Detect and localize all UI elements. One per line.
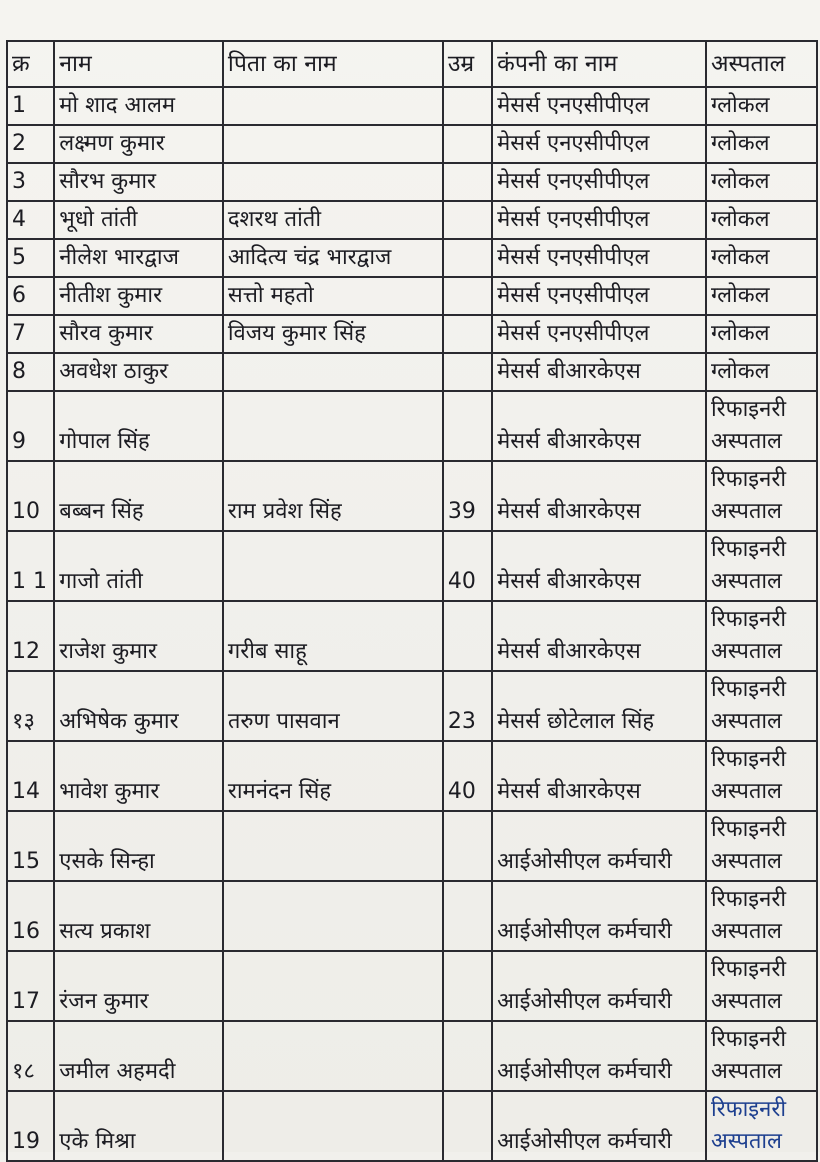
cell-serial: 7 (7, 315, 54, 353)
table-row (7, 163, 817, 201)
cell-hospital: रिफाइनरी अस्पताल (706, 531, 817, 601)
cell-hospital: रिफाइनरी अस्पताल (706, 741, 817, 811)
cell-age: 39 (443, 461, 492, 531)
cell-serial: 17 (7, 951, 54, 1021)
cell-serial: 2 (7, 125, 54, 163)
cell-serial: 10 (7, 461, 54, 531)
cell-company: मेसर्स एनएसीपीएल (492, 201, 706, 239)
table-row (7, 741, 817, 811)
cell-company: आईओसीएल कर्मचारी (492, 811, 706, 881)
cell-father-name (223, 353, 443, 391)
cell-age: 23 (443, 671, 492, 741)
table-row (7, 1021, 817, 1091)
cell-hospital: रिफाइनरी अस्पताल (706, 951, 817, 1021)
cell-father-name (223, 811, 443, 881)
cell-hospital: रिफाइनरी अस्पताल (706, 601, 817, 671)
cell-company: मेसर्स एनएसीपीएल (492, 163, 706, 201)
cell-father-name (223, 951, 443, 1021)
cell-name: नीलेश भारद्वाज (54, 239, 223, 277)
cell-age: 40 (443, 741, 492, 811)
cell-hospital: ग्लोकल (706, 163, 817, 201)
table-row (7, 461, 817, 531)
cell-hospital: ग्लोकल (706, 315, 817, 353)
cell-father-name (223, 1091, 443, 1161)
cell-age: 40 (443, 531, 492, 601)
cell-name: एसके सिन्हा (54, 811, 223, 881)
cell-age (443, 1091, 492, 1161)
table-row (7, 881, 817, 951)
cell-age (443, 87, 492, 125)
cell-name: लक्ष्मण कुमार (54, 125, 223, 163)
injured-list-table (6, 40, 818, 1162)
cell-serial: 1 1 (7, 531, 54, 601)
cell-serial: 14 (7, 741, 54, 811)
cell-serial: 6 (7, 277, 54, 315)
header-age: उम्र (443, 41, 492, 87)
cell-father-name: आदित्य चंद्र भारद्वाज (223, 239, 443, 277)
cell-hospital: ग्लोकल (706, 125, 817, 163)
cell-age (443, 353, 492, 391)
cell-age (443, 277, 492, 315)
cell-father-name: सत्तो महतो (223, 277, 443, 315)
cell-father-name (223, 391, 443, 461)
header-company: कंपनी का नाम (492, 41, 706, 87)
cell-name: बब्बन सिंह (54, 461, 223, 531)
cell-age (443, 811, 492, 881)
cell-name: गाजो तांती (54, 531, 223, 601)
cell-hospital: रिफाइनरी अस्पताल (706, 671, 817, 741)
cell-name: नीतीश कुमार (54, 277, 223, 315)
cell-name: रंजन कुमार (54, 951, 223, 1021)
table-row (7, 601, 817, 671)
cell-father-name (223, 1021, 443, 1091)
cell-father-name: राम प्रवेश सिंह (223, 461, 443, 531)
header-serial: क्र (7, 41, 54, 87)
table-row (7, 951, 817, 1021)
cell-father-name (223, 125, 443, 163)
cell-name: भावेश कुमार (54, 741, 223, 811)
cell-company: मेसर्स छोटेलाल सिंह (492, 671, 706, 741)
cell-age (443, 1021, 492, 1091)
cell-company: मेसर्स एनएसीपीएल (492, 87, 706, 125)
table-row (7, 353, 817, 391)
cell-age (443, 125, 492, 163)
cell-serial: 5 (7, 239, 54, 277)
cell-serial: 1 (7, 87, 54, 125)
cell-father-name: तरुण पासवान (223, 671, 443, 741)
cell-company: आईओसीएल कर्मचारी (492, 951, 706, 1021)
cell-age (443, 881, 492, 951)
table-row (7, 315, 817, 353)
cell-hospital: रिफाइनरी अस्पताल (706, 881, 817, 951)
cell-name: अभिषेक कुमार (54, 671, 223, 741)
cell-hospital: रिफाइनरी अस्पताल (706, 811, 817, 881)
cell-serial: 15 (7, 811, 54, 881)
table-row (7, 1091, 817, 1161)
cell-age (443, 391, 492, 461)
cell-father-name (223, 163, 443, 201)
cell-company: मेसर्स एनएसीपीएल (492, 277, 706, 315)
cell-name: मो शाद आलम (54, 87, 223, 125)
cell-age (443, 239, 492, 277)
cell-hospital: ग्लोकल (706, 353, 817, 391)
cell-father-name: गरीब साहू (223, 601, 443, 671)
table-row (7, 201, 817, 239)
cell-serial: 3 (7, 163, 54, 201)
cell-company: मेसर्स एनएसीपीएल (492, 125, 706, 163)
table-row (7, 277, 817, 315)
cell-hospital: ग्लोकल (706, 239, 817, 277)
cell-father-name (223, 87, 443, 125)
table-row (7, 671, 817, 741)
cell-name: भूधो तांती (54, 201, 223, 239)
table-row (7, 125, 817, 163)
header-hospital: अस्पताल (706, 41, 817, 87)
cell-company: मेसर्स बीआरकेएस (492, 391, 706, 461)
cell-serial: 8 (7, 353, 54, 391)
cell-company: आईओसीएल कर्मचारी (492, 1091, 706, 1161)
cell-name: गोपाल सिंह (54, 391, 223, 461)
cell-company: मेसर्स एनएसीपीएल (492, 239, 706, 277)
cell-name: सौरव कुमार (54, 315, 223, 353)
cell-name: सत्य प्रकाश (54, 881, 223, 951)
cell-name: एके मिश्रा (54, 1091, 223, 1161)
table-row (7, 811, 817, 881)
table-row (7, 87, 817, 125)
cell-father-name: दशरथ तांती (223, 201, 443, 239)
cell-company: आईओसीएल कर्मचारी (492, 1021, 706, 1091)
cell-serial: १३ (7, 671, 54, 741)
cell-hospital: रिफाइनरी अस्पताल (706, 1091, 817, 1161)
cell-hospital: ग्लोकल (706, 201, 817, 239)
cell-company: मेसर्स एनएसीपीएल (492, 315, 706, 353)
cell-age (443, 951, 492, 1021)
table-row (7, 239, 817, 277)
cell-serial: १८ (7, 1021, 54, 1091)
cell-name: सौरभ कुमार (54, 163, 223, 201)
cell-age (443, 201, 492, 239)
cell-company: मेसर्स बीआरकेएस (492, 353, 706, 391)
cell-hospital: रिफाइनरी अस्पताल (706, 391, 817, 461)
cell-serial: 19 (7, 1091, 54, 1161)
cell-company: मेसर्स बीआरकेएस (492, 461, 706, 531)
header-father-name: पिता का नाम (223, 41, 443, 87)
cell-company: मेसर्स बीआरकेएस (492, 531, 706, 601)
cell-name: अवधेश ठाकुर (54, 353, 223, 391)
cell-father-name: विजय कुमार सिंह (223, 315, 443, 353)
table-row (7, 391, 817, 461)
cell-hospital: ग्लोकल (706, 277, 817, 315)
cell-company: मेसर्स बीआरकेएस (492, 601, 706, 671)
cell-serial: 4 (7, 201, 54, 239)
cell-hospital: रिफाइनरी अस्पताल (706, 1021, 817, 1091)
cell-hospital: रिफाइनरी अस्पताल (706, 461, 817, 531)
table-header-row (7, 41, 817, 87)
table-row (7, 531, 817, 601)
cell-name: जमील अहमदी (54, 1021, 223, 1091)
cell-father-name: रामनंदन सिंह (223, 741, 443, 811)
cell-age (443, 163, 492, 201)
cell-company: आईओसीएल कर्मचारी (492, 881, 706, 951)
cell-father-name (223, 531, 443, 601)
cell-serial: 16 (7, 881, 54, 951)
cell-serial: 9 (7, 391, 54, 461)
cell-age (443, 315, 492, 353)
cell-serial: 12 (7, 601, 54, 671)
cell-name: राजेश कुमार (54, 601, 223, 671)
cell-hospital: ग्लोकल (706, 87, 817, 125)
cell-company: मेसर्स बीआरकेएस (492, 741, 706, 811)
cell-father-name (223, 881, 443, 951)
header-name: नाम (54, 41, 223, 87)
cell-age (443, 601, 492, 671)
